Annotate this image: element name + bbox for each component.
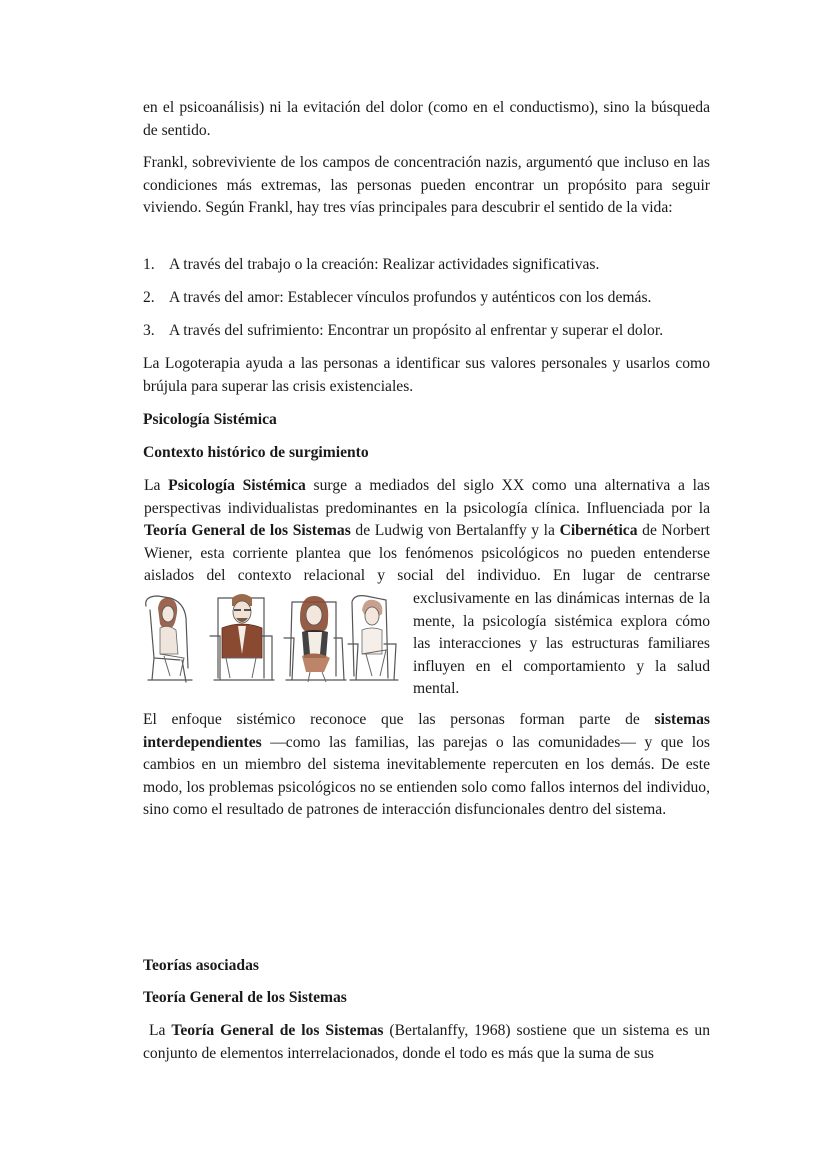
list-item [143, 287, 710, 310]
text: —como las familias, las parejas o las comunidades— y que los cambios en un miembro del sistema inevitablemente repercuten en los demás. De este modo, los problemas psicológicos no se entienden solo como fallos internos del individuo, sino como el resultado de patrones de interacción disfuncionales dentro del sistema. [143, 733, 710, 819]
text: La [143, 1022, 172, 1039]
text: El enfoque sistémico reconoce que las personas forman parte de [143, 711, 655, 728]
bold-term: Psicología Sistémica [168, 477, 306, 494]
bold-term: Teoría General de los Sistemas [144, 522, 351, 540]
list-number: 2. [143, 289, 155, 306]
list-number: 1. [143, 256, 155, 273]
paragraph-frankl: Frankl, sobreviviente de los campos de concentración nazis, argumentó que incluso en las condiciones más extremas, las personas pueden encontrar un propósito para seguir viviendo. Según Frankl, hay tres vías principales para descubrir el sentido de la vida: [143, 154, 710, 217]
text: (Bertalanffy, 1968) sostiene que un sistema es un conjunto de elementos interrelacionados, donde el todo es más que la suma de sus [143, 1022, 714, 1062]
list-item [143, 254, 710, 277]
bold-term: sistemas interdependientes [143, 711, 710, 751]
text: La [144, 477, 169, 494]
section-heading: Teorías asociadas [143, 957, 259, 974]
paragraph-general-systems [143, 1020, 714, 1065]
list-text: A través del amor: Establecer vínculos profundos y auténticos con los demás. [169, 289, 652, 306]
bold-term: Cibernética [559, 522, 638, 540]
list-text: A través del sufrimiento: Encontrar un propósito al enfrentar y superar el dolor. [169, 322, 664, 339]
text: de Ludwig von Bertalanffy y la [350, 522, 560, 540]
paragraph-systemic-approach [143, 709, 710, 822]
subsection-heading: Teoría General de los Sistemas [143, 989, 347, 1006]
subsection-heading: Contexto histórico de surgimiento [143, 444, 369, 461]
text: de Norbert Wiener, esta corriente plantea que los fenómenos psicológicos no pueden entenderse aislados del contexto relacional y social del individuo. En lugar de centrarse exclusivamente en las dinámicas internas de la mente, la psicología sistémica explora cómo las interacciones y las estructuras familiares influyen en el comportamiento y la salud mental. [144, 522, 710, 698]
section-heading: Psicología Sistémica [143, 411, 277, 428]
list-text: A través del trabajo o la creación: Realizar actividades significativas. [169, 256, 600, 273]
paragraph-logoterapia-summary: La Logoterapia ayuda a las personas a identificar sus valores personales y usarlos como brújula para superar las crisis existenciales. [143, 355, 710, 395]
paragraph-logoterapia-end: en el psicoanálisis) ni la evitación del dolor (como en el conductismo), sino la búsqueda de sentido. [143, 99, 710, 139]
bold-term: Teoría General de los Sistemas [171, 1022, 384, 1039]
family-therapy-illustration [140, 588, 402, 690]
list-item [143, 320, 710, 343]
list-number: 3. [143, 322, 155, 339]
text: surge a mediados del siglo XX como una alternativa a las perspectivas individualistas predominantes en la psicología clínica. Influenciada por la [144, 477, 710, 517]
